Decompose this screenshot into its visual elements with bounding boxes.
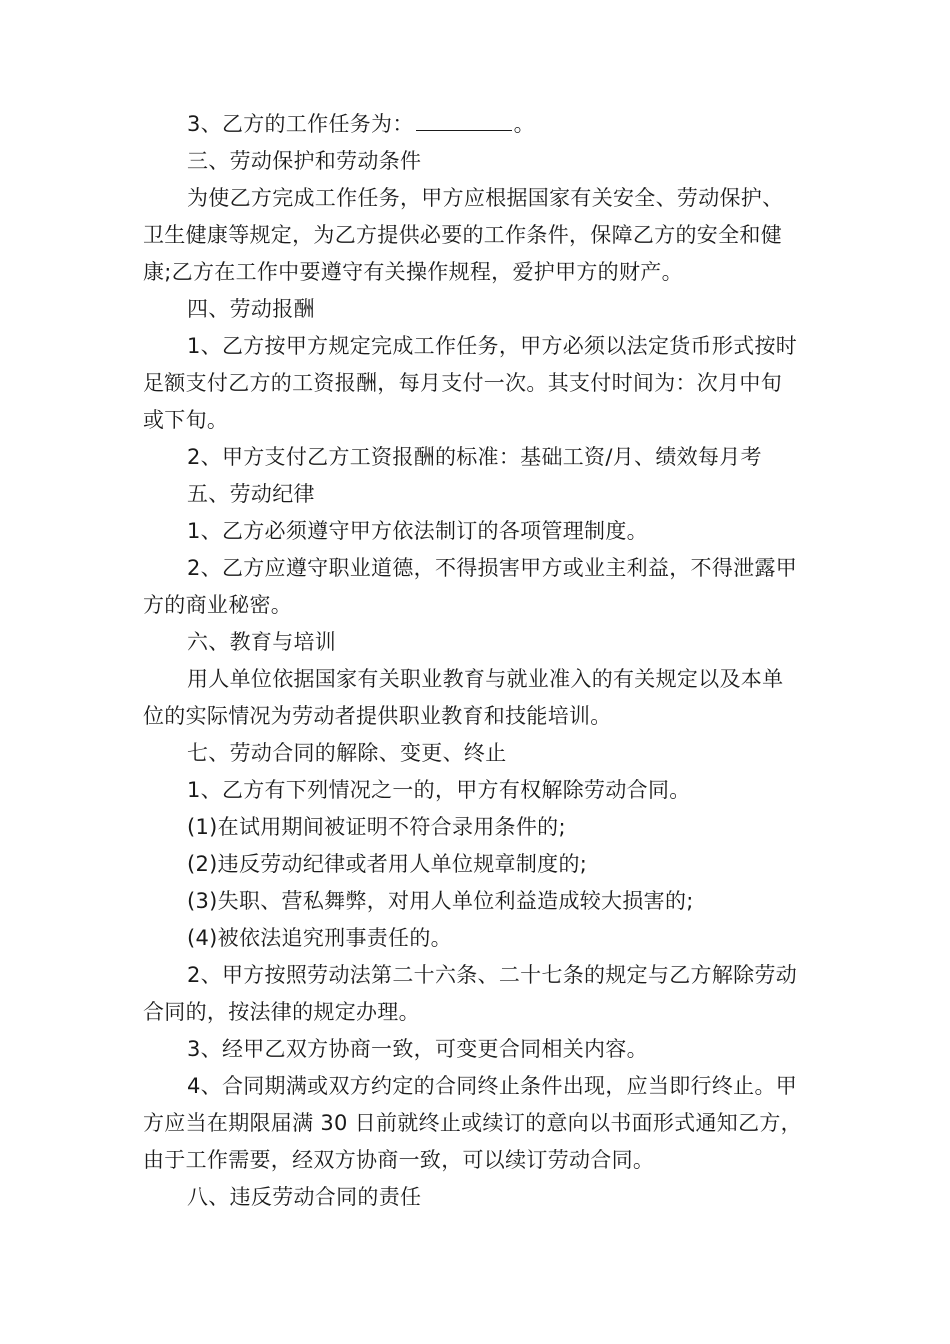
text-line [143,1142,808,1179]
line-text: 为使乙方完成工作任务，甲方应根据国家有关安全、劳动保护、 [187,186,784,210]
line-text: 1、乙方按甲方规定完成工作任务，甲方必须以法定货币形式按时 [187,334,798,358]
line-text: (4)被依法追究刑事责任的。 [187,926,452,950]
line-text: 四、劳动报酬 [187,297,315,321]
line-text: 由于工作需要，经双方协商一致，可以续订劳动合同。 [143,1148,655,1172]
line-text: 七、劳动合同的解除、变更、终止 [187,741,507,765]
text-line [143,1068,808,1105]
line-text: 用人单位依据国家有关职业教育与就业准入的有关规定以及本单 [187,667,784,691]
line-text: 足额支付乙方的工资报酬，每月支付一次。其支付时间为：次月中旬 [143,371,782,395]
text-line [143,439,808,476]
line-text: 合同的，按法律的规定办理。 [143,1000,420,1024]
line-text: 2、甲方按照劳动法第二十六条、二十七条的规定与乙方解除劳动 [187,963,798,987]
line-text: 3、经甲乙双方协商一致，可变更合同相关内容。 [187,1037,648,1061]
line-text: 卫生健康等规定，为乙方提供必要的工作条件，保障乙方的安全和健 [143,223,782,247]
text-line [143,624,808,661]
text-line [143,1179,808,1216]
text-line [143,846,808,883]
text-line [143,217,808,254]
text-line [143,513,808,550]
line-text: 方的商业秘密。 [143,593,293,617]
line-text: 八、违反劳动合同的责任 [187,1185,422,1209]
line-text: 五、劳动纪律 [187,482,315,506]
fill-in-blank [416,108,512,131]
text-line [143,180,808,217]
text-line [143,476,808,513]
text-line [143,883,808,920]
document-body [143,106,808,1216]
text-line [143,735,808,772]
line-text: 六、教育与培训 [187,630,337,654]
line-text: (1)在试用期间被证明不符合录用条件的; [187,815,566,839]
text-line [143,957,808,994]
line-text: 1、乙方必须遵守甲方依法制订的各项管理制度。 [187,519,648,543]
line-text: 1、乙方有下列情况之一的，甲方有权解除劳动合同。 [187,778,691,802]
text-line [143,402,808,439]
line-text: 3、乙方的工作任务为： [187,112,414,136]
text-line [143,328,808,365]
text-line [143,1105,808,1142]
line-text: (2)违反劳动纪律或者用人单位规章制度的; [187,852,588,876]
text-line [143,143,808,180]
line-text: 2、甲方支付乙方工资报酬的标准：基础工资/月、绩效每月考 [187,445,762,469]
text-line [143,698,808,735]
line-text: 位的实际情况为劳动者提供职业教育和技能培训。 [143,704,612,728]
line-text: 或下旬。 [143,408,229,432]
text-line [143,809,808,846]
text-line [143,550,808,587]
line-suffix: 。 [513,112,535,136]
text-line [143,920,808,957]
line-text: 康;乙方在工作中要遵守有关操作规程，爱护甲方的财产。 [143,260,683,284]
text-line [143,106,808,143]
text-line [143,587,808,624]
line-text: 2、乙方应遵守职业道德，不得损害甲方或业主利益，不得泄露甲 [187,556,798,580]
line-text: 4、合同期满或双方约定的合同终止条件出现，应当即行终止。甲 [187,1074,798,1098]
text-line [143,1031,808,1068]
text-line [143,254,808,291]
line-text: 三、劳动保护和劳动条件 [187,149,422,173]
text-line [143,994,808,1031]
text-line [143,661,808,698]
line-text: (3)失职、营私舞弊，对用人单位利益造成较大损害的; [187,889,694,913]
text-line [143,291,808,328]
text-line [143,772,808,809]
line-text: 方应当在期限届满 30 日前就终止或续订的意向以书面形式通知乙方， [143,1111,802,1135]
text-line [143,365,808,402]
